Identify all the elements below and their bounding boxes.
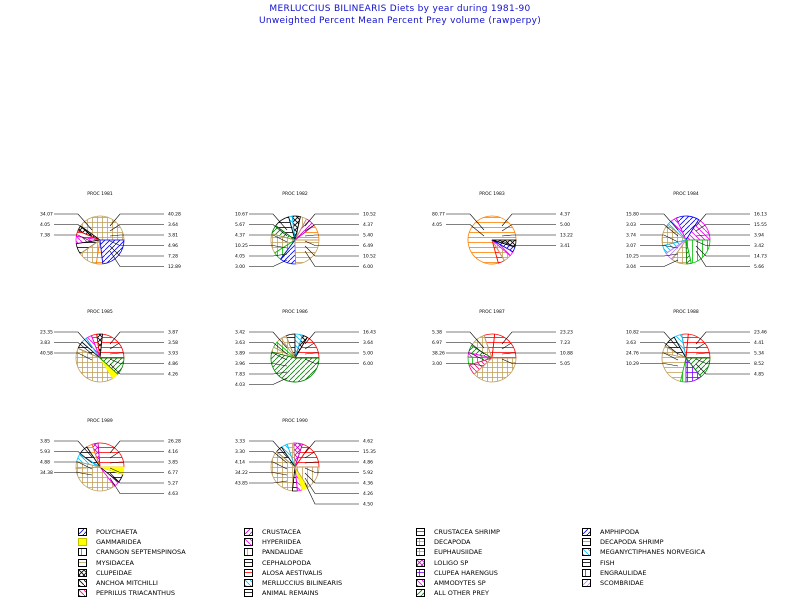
data-label: 4.37 <box>560 212 571 218</box>
data-label: 34.07 <box>40 212 53 218</box>
data-label: 4.05 <box>40 223 51 228</box>
data-label: 10.52 <box>363 212 376 218</box>
data-label: 26.28 <box>168 439 181 445</box>
pie-title: PROC 1989 <box>87 419 113 424</box>
pie-slice <box>98 443 124 467</box>
legend-label: CRUSTACEA SHRIMP <box>434 528 500 536</box>
legend-label: CEPHALOPODA <box>262 558 311 567</box>
legend-swatch <box>78 559 87 567</box>
data-label: 15.35 <box>363 450 376 455</box>
data-label: 4.85 <box>754 372 765 378</box>
data-label: 3.63 <box>235 341 246 346</box>
leader-line <box>249 260 287 267</box>
data-label: 40.58 <box>40 351 53 357</box>
legend-label: DECAPODA <box>434 538 471 547</box>
data-label: 34.22 <box>235 471 248 476</box>
legend-swatch <box>582 569 591 577</box>
data-label: 6.00 <box>363 265 374 270</box>
data-label: 3.03 <box>626 223 637 228</box>
legend-label: HYPERIIDEA <box>262 538 301 547</box>
data-label: 10.25 <box>235 244 248 249</box>
legend-swatch <box>416 559 425 567</box>
data-label: 23.46 <box>754 330 767 336</box>
data-label: 5.00 <box>560 223 571 228</box>
legend-label: MERLUCCIUS BILINEARIS <box>262 579 343 587</box>
data-label: 3.94 <box>754 233 765 239</box>
data-label: 3.96 <box>235 362 246 367</box>
data-label: 3.74 <box>626 233 637 239</box>
legend-swatch <box>244 528 253 536</box>
data-label: 13.22 <box>560 233 573 239</box>
data-label: 7.83 <box>235 372 246 378</box>
data-label: 5.93 <box>40 450 51 455</box>
pie-title: PROC 1990 <box>282 419 308 424</box>
data-label: 4.14 <box>235 460 246 466</box>
legend-label: PANDALIDAE <box>262 548 304 557</box>
pie-2 <box>432 191 573 264</box>
pie-title: PROC 1982 <box>282 192 308 197</box>
legend-label: SCOMBRIDAE <box>600 579 644 587</box>
data-label: 5.38 <box>432 330 443 336</box>
data-label: 5.05 <box>560 362 571 367</box>
legend-label: GAMMARIDEA <box>96 538 142 547</box>
legend-swatch <box>582 538 591 546</box>
data-label: 8.52 <box>754 362 765 367</box>
legend-swatch <box>416 589 425 597</box>
data-label: 23.23 <box>560 330 573 336</box>
data-label: 10.29 <box>626 362 639 367</box>
legend-swatch <box>416 548 425 556</box>
data-label: 80.77 <box>432 212 445 218</box>
pie-slice <box>686 334 710 358</box>
pie-5 <box>235 309 376 388</box>
data-label: 3.42 <box>235 330 246 336</box>
data-label: 4.37 <box>235 233 246 239</box>
data-label: 16.13 <box>754 212 767 218</box>
data-label: 4.36 <box>363 481 374 487</box>
pie-title: PROC 1984 <box>673 192 699 197</box>
pie-title: PROC 1983 <box>479 192 505 197</box>
data-label: 3.04 <box>626 265 637 270</box>
data-label: 5.00 <box>363 351 374 357</box>
data-label: 15.80 <box>626 212 639 218</box>
legend-swatch <box>244 579 253 587</box>
data-label: 4.63 <box>168 492 179 497</box>
data-label: 4.41 <box>754 341 765 346</box>
legend-label: EUPHAUSIIDAE <box>434 548 483 557</box>
data-label: 4.05 <box>235 254 246 260</box>
legend-swatch <box>244 548 253 556</box>
data-label: 15.55 <box>754 223 767 228</box>
legend-swatch <box>244 589 253 597</box>
pie-title: PROC 1987 <box>479 310 505 315</box>
legend-label: ANCHOA MITCHILLI <box>96 579 158 587</box>
pie-9 <box>235 418 376 508</box>
data-label: 3.33 <box>235 439 246 445</box>
legend-label: AMMODYTES SP <box>434 579 486 587</box>
data-label: 5.40 <box>363 233 374 239</box>
pie-slice <box>100 334 124 358</box>
data-label: 10.82 <box>626 330 639 336</box>
data-label: 40.28 <box>168 212 181 218</box>
chart-subtitle: Unweighted Percent Mean Percent Prey volume (rawperpy) <box>258 16 542 26</box>
pie-8 <box>40 418 181 497</box>
data-label: 3.41 <box>560 244 571 249</box>
legend-label: DECAPODA SHRIMP <box>600 538 664 547</box>
legend-swatch <box>582 559 591 567</box>
legend-label: CLUPEA HARENGUS <box>434 568 498 577</box>
data-label: 3.93 <box>168 351 179 357</box>
data-label: 14.73 <box>754 254 767 260</box>
legend-label: MYSIDACEA <box>96 558 134 567</box>
legend-swatch <box>582 548 591 556</box>
legend-label: CLUPEIDAE <box>96 568 132 577</box>
pie-title: PROC 1986 <box>282 310 308 315</box>
pie-7 <box>626 309 767 382</box>
legend-swatch <box>244 559 253 567</box>
pie-0 <box>40 191 181 270</box>
pie-slice <box>492 334 516 358</box>
legend-label: MEGANYCTIPHANES NORVEGICA <box>600 548 706 557</box>
data-label: 10.88 <box>560 351 573 357</box>
legend-swatch <box>244 538 253 546</box>
data-label: 5.27 <box>168 481 179 487</box>
data-label: 3.85 <box>168 460 179 466</box>
legend-swatch <box>78 528 87 536</box>
data-label: 3.00 <box>235 265 246 270</box>
data-label: 5.34 <box>754 351 765 357</box>
data-label: 4.37 <box>363 223 374 228</box>
data-label: 5.92 <box>363 471 374 476</box>
pie-title: PROC 1988 <box>673 310 699 315</box>
data-label: 3.64 <box>363 341 374 346</box>
data-label: 6.97 <box>432 341 443 346</box>
legend-label: POLYCHAETA <box>96 528 138 536</box>
data-label: 4.05 <box>432 223 443 228</box>
legend-label: PEPRILUS TRIACANTHUS <box>96 589 175 598</box>
data-label: 43.85 <box>235 481 248 487</box>
data-label: 4.50 <box>363 502 374 508</box>
chart-title: MERLUCCIUS BILINEARIS Diets by year during 1981-90 <box>269 4 531 14</box>
data-label: 4.86 <box>168 362 179 367</box>
legend-label: ANIMAL REMAINS <box>262 589 319 598</box>
legend-label: AMPHIPODA <box>600 528 640 536</box>
data-label: 3.42 <box>754 244 765 249</box>
pie-title: PROC 1981 <box>87 192 113 197</box>
data-label: 3.87 <box>168 330 179 336</box>
data-label: 6.00 <box>363 362 374 367</box>
data-label: 3.81 <box>168 233 179 239</box>
pie-3 <box>626 191 767 270</box>
data-label: 7.38 <box>40 233 51 239</box>
data-label: 12.89 <box>168 265 181 270</box>
legend-label: CRUSTACEA <box>262 528 301 536</box>
data-label: 5.66 <box>754 265 765 270</box>
legend-swatch <box>244 569 253 577</box>
data-label: 3.00 <box>432 362 443 367</box>
data-label: 10.25 <box>626 254 639 260</box>
legend-label: FISH <box>600 558 615 567</box>
data-label: 7.23 <box>560 341 571 346</box>
data-label: 10.67 <box>235 212 248 218</box>
data-label: 4.96 <box>168 244 179 249</box>
data-label: 16.43 <box>363 330 376 336</box>
data-label: 4.26 <box>168 372 179 378</box>
pie-4 <box>40 309 178 382</box>
data-label: 3.58 <box>168 341 179 346</box>
data-label: 4.86 <box>363 460 374 466</box>
legend-swatch <box>416 579 425 587</box>
data-label: 3.83 <box>40 341 51 346</box>
leader-line <box>640 260 678 267</box>
data-label: 6.77 <box>168 471 179 476</box>
pie-slice <box>295 240 319 264</box>
legend-swatch <box>416 528 425 536</box>
data-label: 3.85 <box>40 439 51 445</box>
legend-swatch <box>582 528 591 536</box>
legend-swatch <box>582 579 591 587</box>
legend-label: ENGRAULIDAE <box>600 568 647 577</box>
data-label: 3.89 <box>235 351 246 357</box>
data-label: 10.52 <box>363 254 376 260</box>
data-label: 5.67 <box>235 223 246 228</box>
legend-swatch <box>416 569 425 577</box>
data-label: 4.62 <box>363 439 374 445</box>
data-label: 34.38 <box>40 471 53 476</box>
legend-swatch <box>78 548 87 556</box>
leader-line <box>249 378 287 385</box>
data-label: 4.16 <box>168 450 179 455</box>
pie-1 <box>235 191 376 270</box>
data-label: 4.03 <box>235 383 246 388</box>
data-label: 3.64 <box>168 223 179 228</box>
pie-6 <box>432 309 573 382</box>
legend <box>78 527 778 597</box>
data-label: 23.35 <box>40 330 53 336</box>
data-label: 6.49 <box>363 244 374 249</box>
data-label: 7.28 <box>168 254 179 260</box>
legend-label: CRANGON SEPTEMSPINOSA <box>96 548 186 557</box>
data-label: 3.63 <box>626 341 637 346</box>
legend-swatch <box>78 569 87 577</box>
data-label: 3.30 <box>235 450 246 455</box>
legend-swatch <box>78 538 87 546</box>
pie-slice <box>100 240 124 264</box>
legend-label: ALL OTHER PREY <box>434 589 489 598</box>
legend-swatch <box>416 538 425 546</box>
legend-label: ALOSA AESTIVALIS <box>262 568 323 577</box>
legend-label: LOLIGO SP <box>434 558 469 567</box>
data-label: 3.07 <box>626 244 637 249</box>
legend-swatch <box>78 589 87 597</box>
data-label: 4.26 <box>363 492 374 497</box>
data-label: 24.76 <box>626 351 639 357</box>
data-label: 4.88 <box>40 460 51 466</box>
pie-title: PROC 1985 <box>87 310 113 315</box>
data-label: 38.26 <box>432 351 445 357</box>
legend-swatch <box>78 579 87 587</box>
